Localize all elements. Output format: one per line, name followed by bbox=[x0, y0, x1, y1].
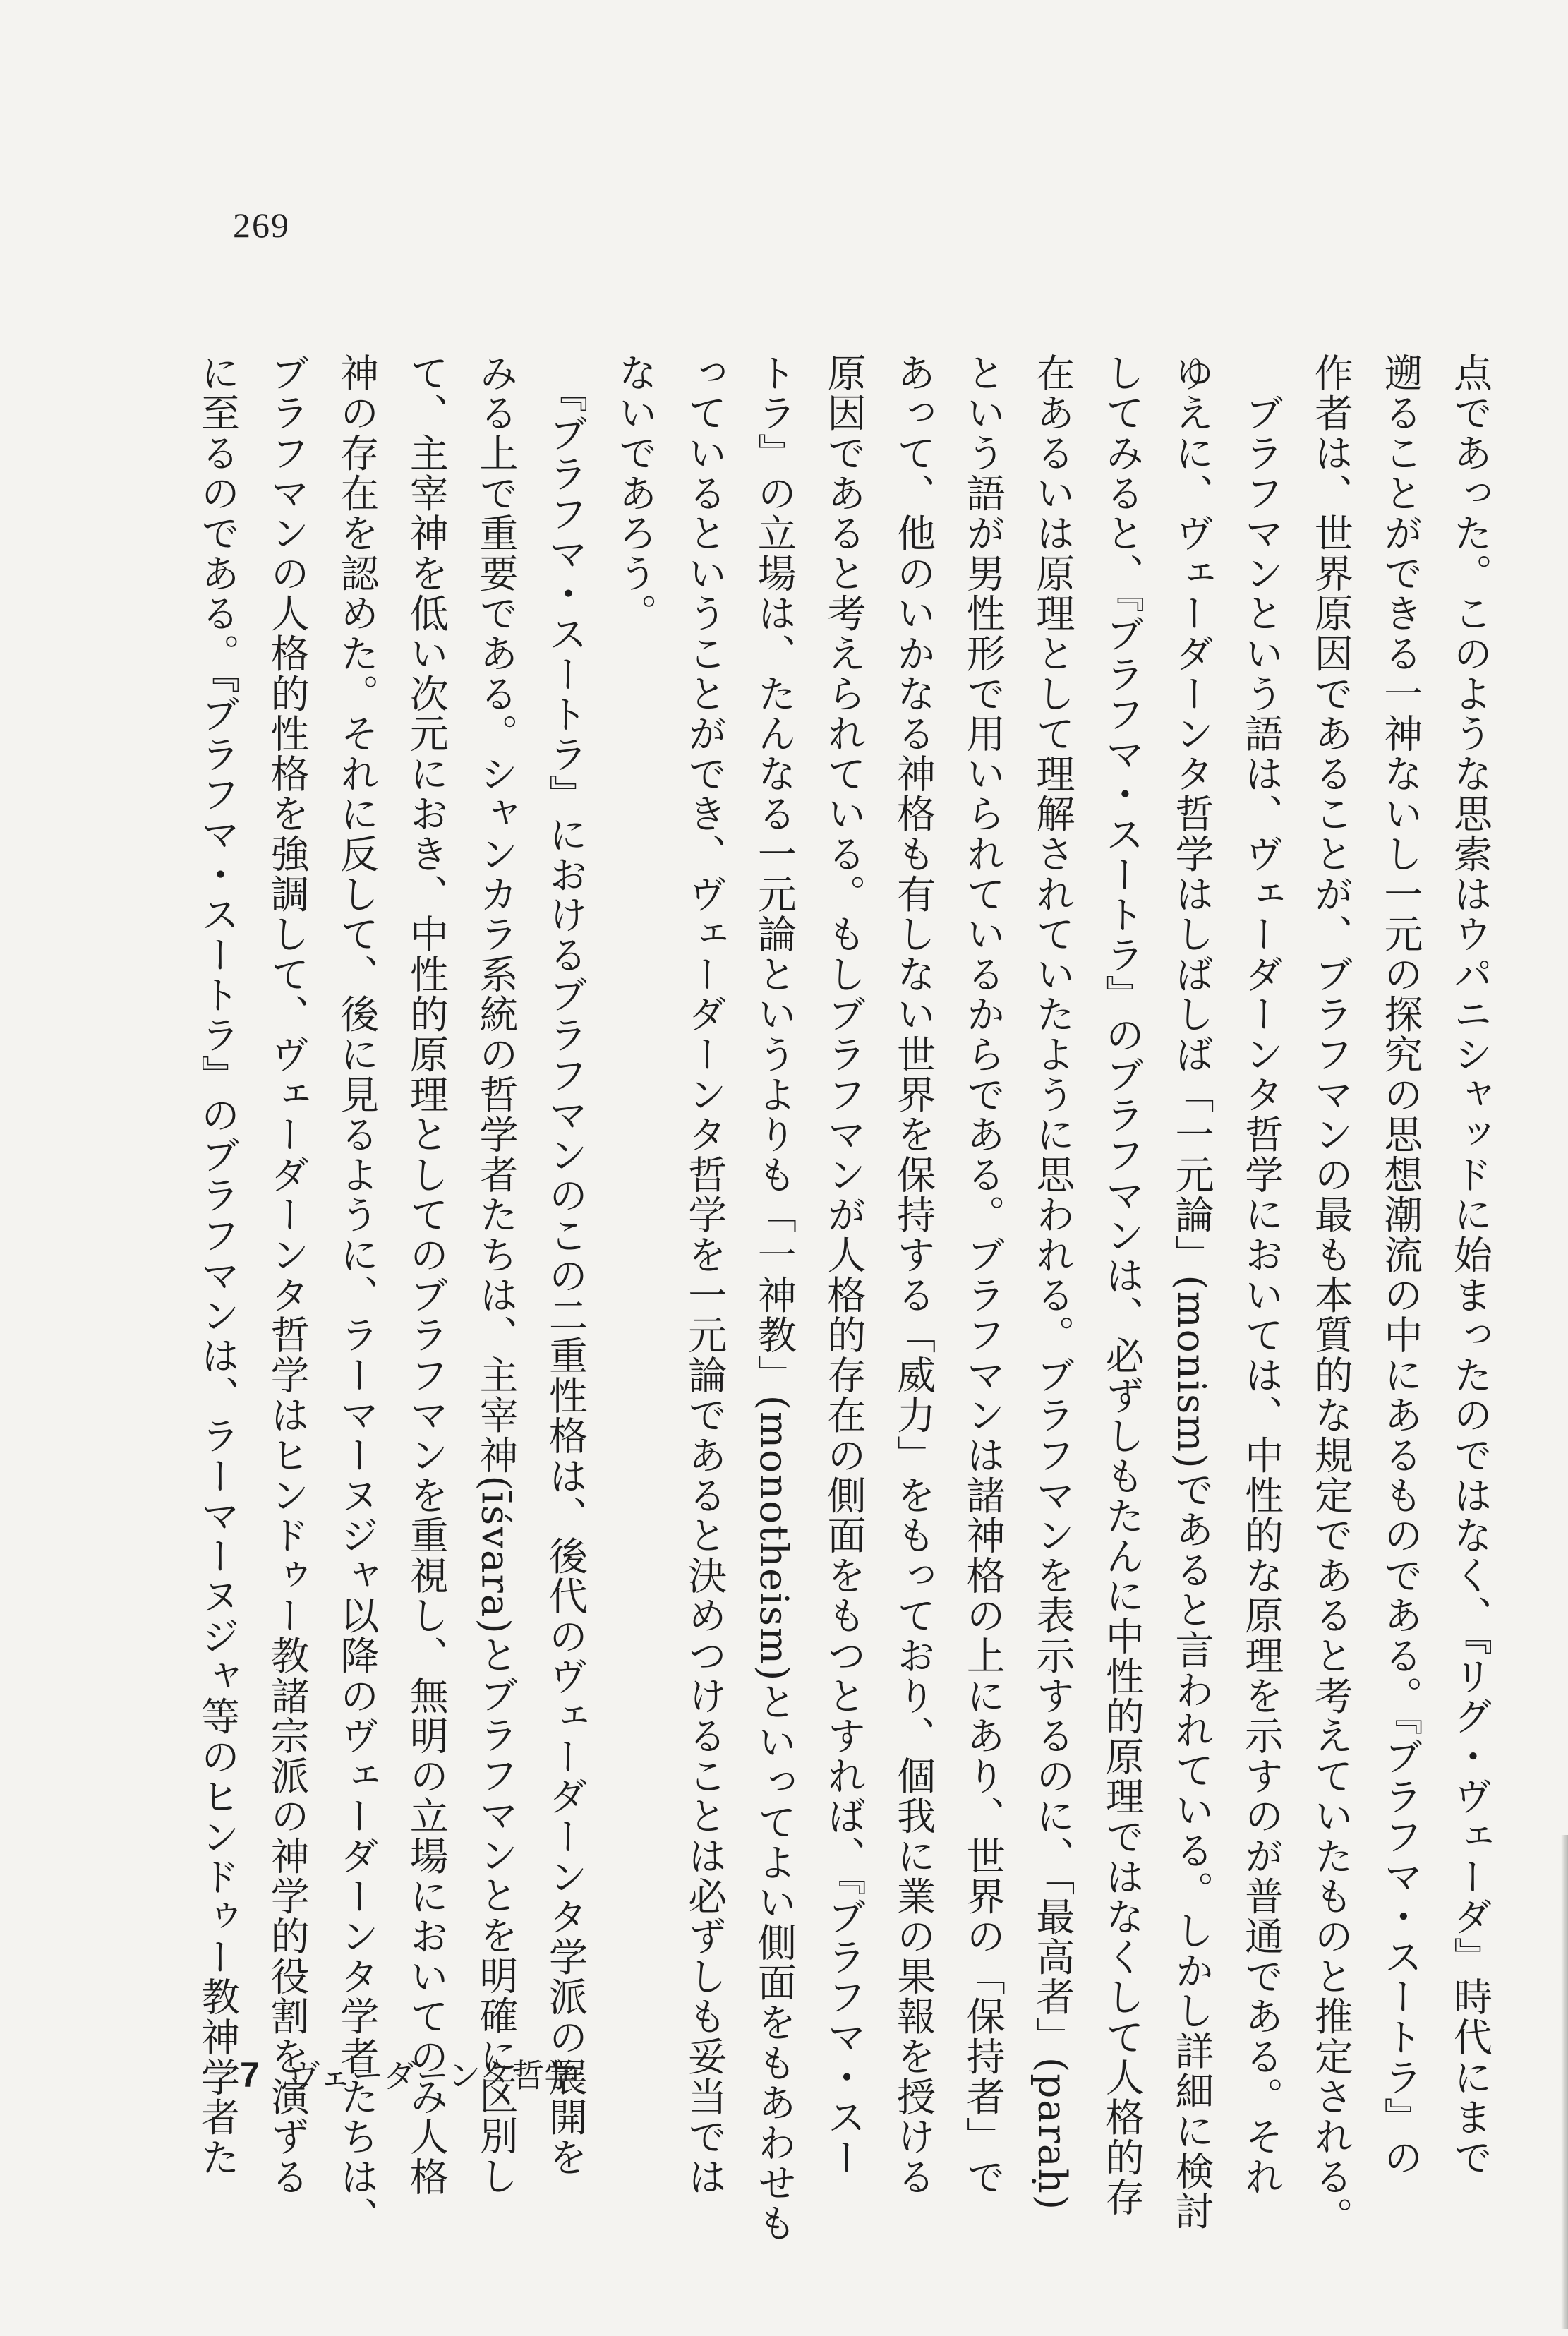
chapter-number: 7 bbox=[240, 2055, 260, 2095]
text-line: あって、他のいかなる神格も有しない世界を保持する「威力」をもっており、個我に業の果報を授ける bbox=[891, 353, 936, 2197]
text-line: っているということができ、ヴェーダーンタ哲学を一元論であると決めつけることは必ずしも妥当では bbox=[682, 353, 728, 2197]
text-line: 点であった。このような思索はウパニシャッドに始まったのではなく、『リグ・ヴェーダ』時代にまで bbox=[1447, 353, 1492, 2178]
page-edge-shadow bbox=[1561, 1835, 1568, 2329]
text-line: て、主宰神を低い次元におき、中性的原理としてのブラフマンを重視し、無明の立場においてのみ人格 bbox=[403, 353, 449, 2197]
running-head bbox=[240, 2050, 577, 2097]
text-line: トラ』の立場は、たんなる一元論というよりも「一神教」(monotheism)といってよい側面をもあわせも bbox=[751, 353, 797, 2244]
text-line: に至るのである。『ブラフマ・スートラ』のブラフマンは、ラーマーヌジャ等のヒンドゥー教神学者た bbox=[195, 353, 240, 2178]
text-line: してみると、『ブラフマ・スートラ』のブラフマンは、必ずしもたんに中性的原理ではなくして人格的存 bbox=[1099, 353, 1145, 2218]
text-line: 在あるいは原理として理解されていたように思われる。ブラフマンを表示するのに、「最高者」(paraḥ) bbox=[1030, 353, 1075, 2211]
chapter-title: ヴェーダーンタ哲学 bbox=[287, 2057, 577, 2095]
text-line: ないであろう。 bbox=[612, 353, 658, 634]
text-line: 遡ることができる一神ないし一元の探究の思想潮流の中にあるものである。『ブラフマ・スートラ』の bbox=[1377, 353, 1423, 2178]
text-line: 『ブラフマ・スートラ』におけるブラフマンのこの二重性格は、後代のヴェーダーンタ学派の展開を bbox=[543, 353, 589, 2178]
text-line: という語が男性形で用いられているからである。ブラフマンは諸神格の上にあり、世界の「保持者」で bbox=[960, 353, 1006, 2197]
page-number: 269 bbox=[233, 205, 290, 245]
vertical-text-block bbox=[195, 353, 1492, 2244]
text-line: ゆえに、ヴェーダーンタ哲学はしばしば「一元論」(monism)であると言われている。しかし詳細に検討 bbox=[1169, 353, 1214, 2232]
text-line: 作者は、世界原因であることが、ブラフマンの最も本質的な規定であると考えていたものと推定される。 bbox=[1308, 353, 1353, 2237]
text-line: みる上で重要である。シャンカラ系統の哲学者たちは、主宰神(īśvara)とブラフマンとを明確に区別し bbox=[473, 353, 519, 2196]
text-line: 神の存在を認めた。それに反して、後に見るように、ラーマーヌジャ以降のヴェーダーンタ学者たちは、 bbox=[334, 353, 380, 2237]
text-line: 原因であると考えられている。もしブラフマンが人格的存在の側面をもつとすれば、『ブラフマ・スー bbox=[821, 353, 867, 2178]
text-line: ブラフマンの人格的性格を強調して、ヴェーダーンタ哲学はヒンドゥー教諸宗派の神学的役割を演ずる bbox=[264, 353, 310, 2197]
text-line: ブラフマンという語は、ヴェーダーンタ哲学においては、中性的な原理を示すのが普通である。それ bbox=[1238, 353, 1284, 2197]
